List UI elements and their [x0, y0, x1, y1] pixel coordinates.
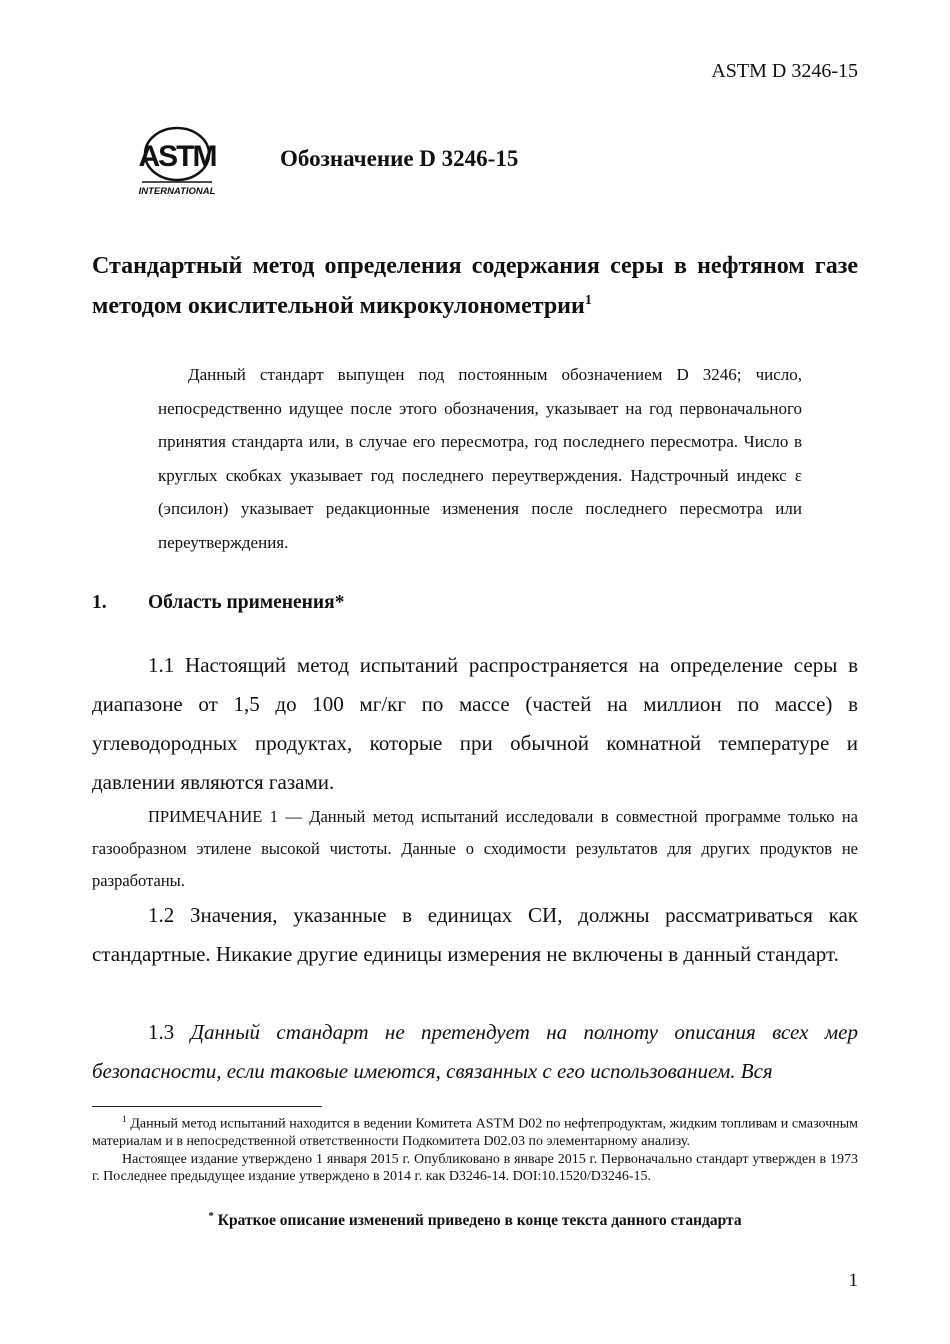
asterisk-mark: *	[208, 1210, 214, 1222]
logo-text: INTERNATIONAL	[138, 186, 216, 197]
section-title: Область применения*	[148, 592, 345, 613]
page-number: 1	[848, 1270, 858, 1291]
footnote-1-text: Данный метод испытаний находится в ведении Комитета ASTM D02 по нефтепродуктам, жидким топливам и смазочным материалам и в непосредственной ответственности Подкомитета D02.03 по элементарному анализу.	[92, 1116, 858, 1150]
title-text: Стандартный метод определения содержания серы в нефтяном газе методом окислительной микрокулонометрии	[92, 253, 858, 319]
footnote-1-mark: 1	[122, 1115, 127, 1125]
paragraph-1-1: 1.1 Настоящий метод испытаний распространяется на определение серы в диапазоне от 1,5 до 100 мг/кг по массе (частей на миллион по массе) в углеводородных продуктах, которые при обычной комнатной температуре и давлении являются газами.	[92, 653, 858, 794]
footnote-1-edition: Настоящее издание утверждено 1 января 2015 г. Опубликовано в январе 2015 г. Первоначально стандарт утвержден в 1973 г. Последнее предыдущее издание утверждено в 2014 г. как D3246-14. DOI:10.1520/D3246-15.	[92, 1151, 858, 1185]
designation: Обозначение D 3246-15	[280, 146, 519, 171]
title-footnote-ref: 1	[584, 293, 592, 308]
section-heading	[92, 592, 344, 614]
footnote-divider	[92, 1106, 322, 1107]
changes-note	[92, 1210, 858, 1230]
changes-note-text: Краткое описание изменений приведено в конце текста данного стандарта	[213, 1212, 742, 1230]
logo-mark: ASTM	[138, 140, 216, 173]
section-number: 1.	[92, 592, 107, 613]
document-title	[92, 246, 858, 326]
footnote-1	[92, 1112, 858, 1151]
paragraph-1-3-text: Данный стандарт не претендует на полноту описания всех мер безопасности, если таковые имеются, связанных с его использованием. Вся	[92, 1020, 858, 1083]
paragraph-1-3	[92, 1013, 858, 1091]
astm-logo	[136, 124, 218, 198]
paragraph-1-3-number: 1.3	[148, 1020, 191, 1044]
preamble: Данный стандарт выпущен под постоянным обозначением D 3246; число, непосредственно идущее после этого обозначения, указывает на год первоначального принятия стандарта или, в случае его пересмотра, год последнего пересмотра. Число в круглых скобках указывает год последнего переутверждения. Надстрочный индекс ε (эпсилон) указывает редакционные изменения после последнего пересмотра или переутверждения.	[158, 365, 802, 552]
document-code: ASTM D 3246-15	[711, 60, 858, 82]
footnotes	[92, 1112, 858, 1186]
paragraph-1-2: 1.2 Значения, указанные в единицах СИ, должны рассматриваться как стандартные. Никакие другие единицы измерения не включены в данный стандарт.	[92, 903, 858, 966]
note-1: ПРИМЕЧАНИЕ 1 — Данный метод испытаний исследовали в совместной программе только на газообразном этилене высокой чистоты. Данные о сходимости результатов для других продуктов не разработаны.	[92, 807, 858, 890]
